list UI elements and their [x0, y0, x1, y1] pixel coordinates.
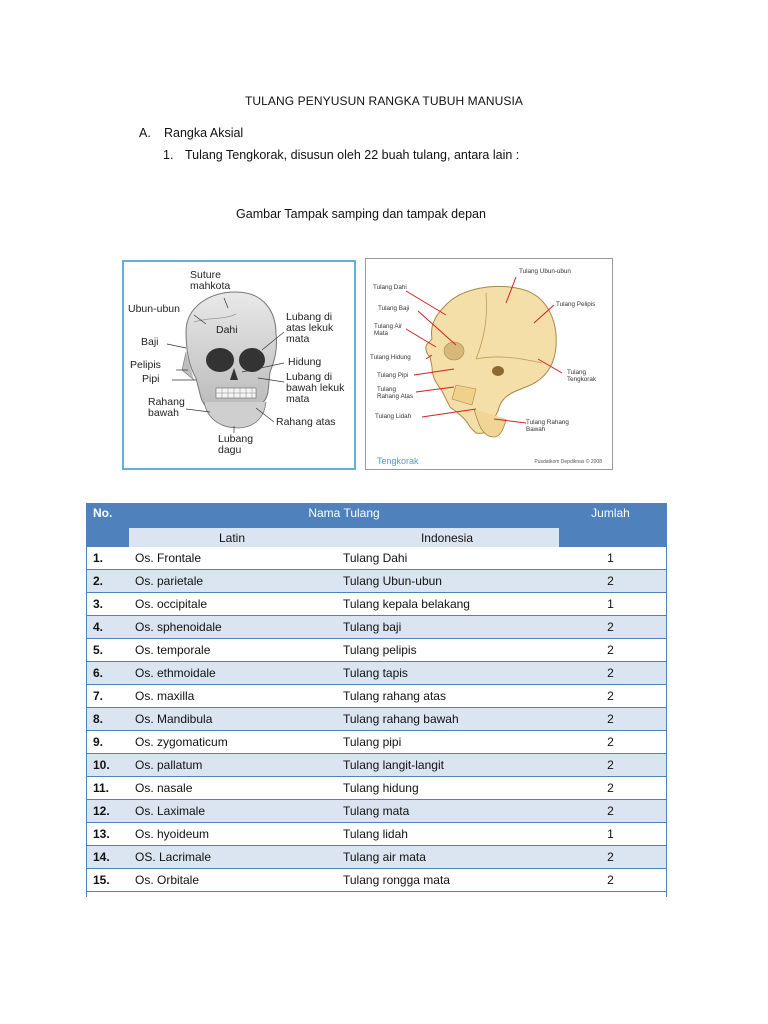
latin-name: OS. Lacrimale — [129, 846, 335, 869]
latin-name: Os. Laximale — [129, 800, 335, 823]
row-number: 3. — [86, 593, 129, 616]
table-header-row — [86, 503, 667, 528]
indonesian-name: Tulang rongga mata — [335, 869, 559, 892]
label-pipi: Pipi — [142, 373, 160, 385]
label-rahang-atas: Rahang atas — [276, 416, 336, 428]
label-tulang-air-mata: Tulang Air Mata — [374, 323, 403, 337]
row-number: 14. — [86, 846, 129, 869]
table-row — [86, 731, 667, 754]
indonesian-name: Tulang pipi — [335, 731, 559, 754]
indonesian-name: Tulang lidah — [335, 823, 559, 846]
row-number: 4. — [86, 616, 129, 639]
row-number: 15. — [86, 869, 129, 892]
bone-count: 2 — [559, 754, 667, 777]
latin-name: Os. zygomaticum — [129, 731, 335, 754]
indonesian-name: Tulang air mata — [335, 846, 559, 869]
table-row — [86, 800, 667, 823]
indonesian-name: Tulang Ubun-ubun — [335, 570, 559, 593]
list-item-number: 1. — [163, 148, 174, 162]
latin-name: Os. nasale — [129, 777, 335, 800]
row-number: 1. — [86, 547, 129, 570]
label-rahang-bawah: Rahang bawah — [148, 396, 185, 419]
label-lubang-dagu: Lubang dagu — [218, 433, 254, 456]
bone-count: 2 — [559, 570, 667, 593]
latin-name: Os. hyoideum — [129, 823, 335, 846]
table-row — [86, 639, 667, 662]
bones-table — [86, 503, 667, 892]
list-item-1 — [163, 148, 519, 162]
bone-count: 1 — [559, 593, 667, 616]
indonesian-name: Tulang hidung — [335, 777, 559, 800]
table-row — [86, 662, 667, 685]
indonesian-name: Tulang pelipis — [335, 639, 559, 662]
table-row — [86, 777, 667, 800]
header-nama-tulang: Nama Tulang — [129, 503, 559, 528]
label-hidung: Hidung — [288, 356, 322, 368]
label-tulang-pelipis: Tulang Pelipis — [556, 301, 596, 308]
header-latin: Latin — [129, 528, 335, 547]
label-lubang-atas: Lubang di atas lekuk mata — [286, 311, 334, 345]
latin-name: Os. pallatum — [129, 754, 335, 777]
label-dahi: Dahi — [216, 324, 238, 336]
latin-name: Os. sphenoidale — [129, 616, 335, 639]
label-tulang-pipi: Tulang Pipi — [377, 372, 409, 379]
row-number: 7. — [86, 685, 129, 708]
indonesian-name: Tulang Dahi — [335, 547, 559, 570]
indonesian-name: Tulang langit-langit — [335, 754, 559, 777]
figure-side-caption: Tengkorak — [377, 456, 419, 466]
table-row — [86, 846, 667, 869]
figure-credit: Pusdatkom Depdiknas © 2008 — [534, 459, 602, 465]
row-number: 13. — [86, 823, 129, 846]
latin-name: Os. maxilla — [129, 685, 335, 708]
table-row — [86, 685, 667, 708]
skull-front-figure — [122, 260, 356, 470]
latin-name: Os. Mandibula — [129, 708, 335, 731]
label-tulang-lidah: Tulang Lidah — [375, 413, 412, 420]
table-row — [86, 754, 667, 777]
row-number: 9. — [86, 731, 129, 754]
list-item-text: Tulang Tengkorak, disusun oleh 22 buah tulang, antara lain : — [185, 148, 520, 162]
indonesian-name: Tulang rahang bawah — [335, 708, 559, 731]
row-number: 5. — [86, 639, 129, 662]
bone-count: 1 — [559, 547, 667, 570]
label-lubang-bawah: Lubang di bawah lekuk mata — [286, 371, 345, 405]
header-jumlah: Jumlah — [559, 503, 667, 528]
indonesian-name: Tulang kepala belakang — [335, 593, 559, 616]
table-row — [86, 547, 667, 570]
figure-caption: Gambar Tampak samping dan tampak depan — [236, 207, 486, 221]
bone-count: 2 — [559, 731, 667, 754]
label-tulang-dahi: Tulang Dahi — [373, 284, 407, 291]
latin-name: Os. Orbitale — [129, 869, 335, 892]
label-pelipis: Pelipis — [130, 359, 161, 371]
document-title: TULANG PENYUSUN RANGKA TUBUH MANUSIA — [244, 94, 524, 108]
latin-name: Os. Frontale — [129, 547, 335, 570]
bone-count: 2 — [559, 800, 667, 823]
latin-name: Os. occipitale — [129, 593, 335, 616]
label-suture: Suture mahkota — [190, 269, 231, 292]
bone-count: 2 — [559, 616, 667, 639]
bone-count: 2 — [559, 685, 667, 708]
table-row — [86, 869, 667, 892]
label-tulang-hidung: Tulang Hidung — [370, 354, 411, 361]
label-tulang-ubun-ubun: Tulang Ubun-ubun — [519, 268, 571, 275]
row-number: 10. — [86, 754, 129, 777]
section-text: Rangka Aksial — [164, 126, 244, 140]
row-number: 11. — [86, 777, 129, 800]
indonesian-name: Tulang mata — [335, 800, 559, 823]
bone-count: 2 — [559, 662, 667, 685]
row-number: 2. — [86, 570, 129, 593]
row-number: 8. — [86, 708, 129, 731]
latin-name: Os. ethmoidale — [129, 662, 335, 685]
latin-name: Os. parietale — [129, 570, 335, 593]
table-subheader-row — [86, 528, 667, 547]
table-row — [86, 570, 667, 593]
bone-count: 2 — [559, 869, 667, 892]
bone-count: 1 — [559, 823, 667, 846]
table-row — [86, 593, 667, 616]
label-tulang-rahang-atas: Tulang Rahang Atas — [377, 386, 414, 400]
table-row — [86, 823, 667, 846]
label-tulang-tengkorak: Tulang Tengkorak — [567, 369, 597, 383]
bone-count: 2 — [559, 777, 667, 800]
table-row — [86, 708, 667, 731]
indonesian-name: Tulang tapis — [335, 662, 559, 685]
section-letter: A. — [139, 126, 151, 140]
bone-count: 2 — [559, 639, 667, 662]
indonesian-name: Tulang baji — [335, 616, 559, 639]
skull-side-figure — [365, 258, 613, 470]
table-row — [86, 616, 667, 639]
latin-name: Os. temporale — [129, 639, 335, 662]
label-tulang-baji: Tulang Baji — [378, 305, 410, 312]
bone-count: 2 — [559, 846, 667, 869]
row-number: 12. — [86, 800, 129, 823]
section-a-heading — [139, 126, 243, 140]
header-no: No. — [86, 503, 129, 528]
row-number: 6. — [86, 662, 129, 685]
bone-count: 2 — [559, 708, 667, 731]
label-baji: Baji — [141, 336, 159, 348]
label-ubun-ubun: Ubun-ubun — [128, 303, 180, 315]
indonesian-name: Tulang rahang atas — [335, 685, 559, 708]
header-indonesia: Indonesia — [335, 528, 559, 547]
label-tulang-rahang-bawah: Tulang Rahang Bawah — [526, 419, 569, 433]
